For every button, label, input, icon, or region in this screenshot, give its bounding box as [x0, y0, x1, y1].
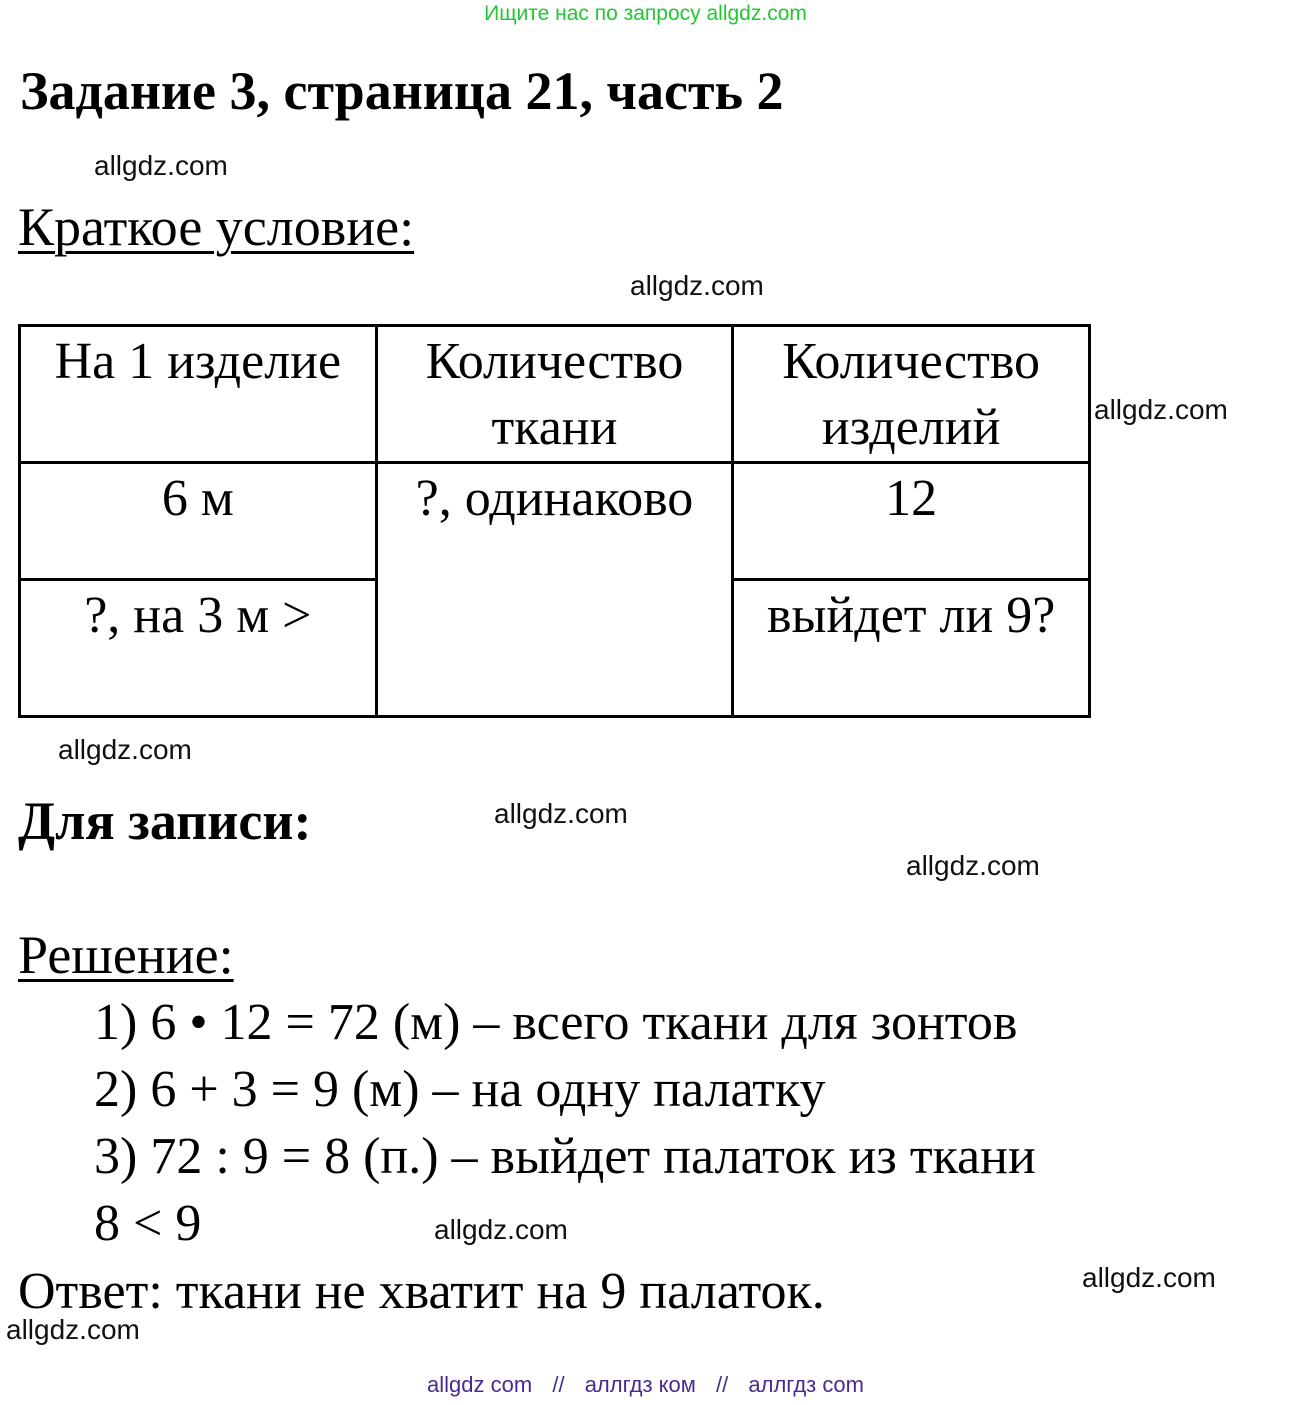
watermark: allgdz.com: [1094, 394, 1228, 425]
footer-link-3[interactable]: аллгдз com: [748, 1372, 864, 1397]
watermark: allgdz.com: [94, 150, 228, 181]
header-fabric: Количество ткани: [376, 326, 733, 463]
cell-fabric: ?, одинаково: [376, 463, 733, 717]
footer-separator: //: [552, 1372, 565, 1397]
table-header-row: [20, 326, 1090, 463]
comparison-line: 8 < 9: [94, 1195, 202, 1252]
page-title: Задание 3, страница 21, часть 2: [20, 61, 784, 121]
watermark: allgdz.com: [58, 734, 192, 765]
solution-heading: Решение:: [18, 925, 234, 985]
table-row: [20, 463, 1090, 580]
footer-link-1[interactable]: allgdz com: [427, 1372, 533, 1397]
watermark: allgdz.com: [1082, 1262, 1216, 1293]
cell-count-umbrella: 12: [733, 463, 1090, 580]
solution-step-2: 2) 6 + 3 = 9 (м) – на одну палатку: [94, 1061, 826, 1118]
watermark: allgdz.com: [906, 850, 1040, 881]
watermark: allgdz.com: [494, 798, 628, 829]
cell-per-item-tent: ?, на 3 м >: [20, 580, 377, 717]
cell-count-tent: выйдет ли 9?: [733, 580, 1090, 717]
header-per-item: На 1 изделие: [20, 326, 377, 463]
footer: [0, 1372, 1291, 1398]
header-count: Количество изделий: [733, 326, 1090, 463]
record-heading: Для записи:: [18, 791, 312, 851]
solution-step-3: 3) 72 : 9 = 8 (п.) – выйдет палаток из ткани: [94, 1128, 1036, 1185]
answer-line: Ответ: ткани не хватит на 9 палаток.: [18, 1263, 825, 1320]
short-condition-heading: Краткое условие:: [18, 197, 415, 257]
condition-table: [18, 324, 1091, 718]
cell-per-item-umbrella: 6 м: [20, 463, 377, 580]
watermark: allgdz.com: [434, 1214, 568, 1245]
watermark: allgdz.com: [6, 1314, 140, 1345]
top-banner: Ищите нас по запросу allgdz.com: [484, 2, 807, 25]
footer-separator: //: [716, 1372, 729, 1397]
footer-link-2[interactable]: аллгдз ком: [584, 1372, 696, 1397]
watermark: allgdz.com: [630, 270, 764, 301]
solution-step-1: 1) 6 • 12 = 72 (м) – всего ткани для зонтов: [94, 994, 1018, 1051]
